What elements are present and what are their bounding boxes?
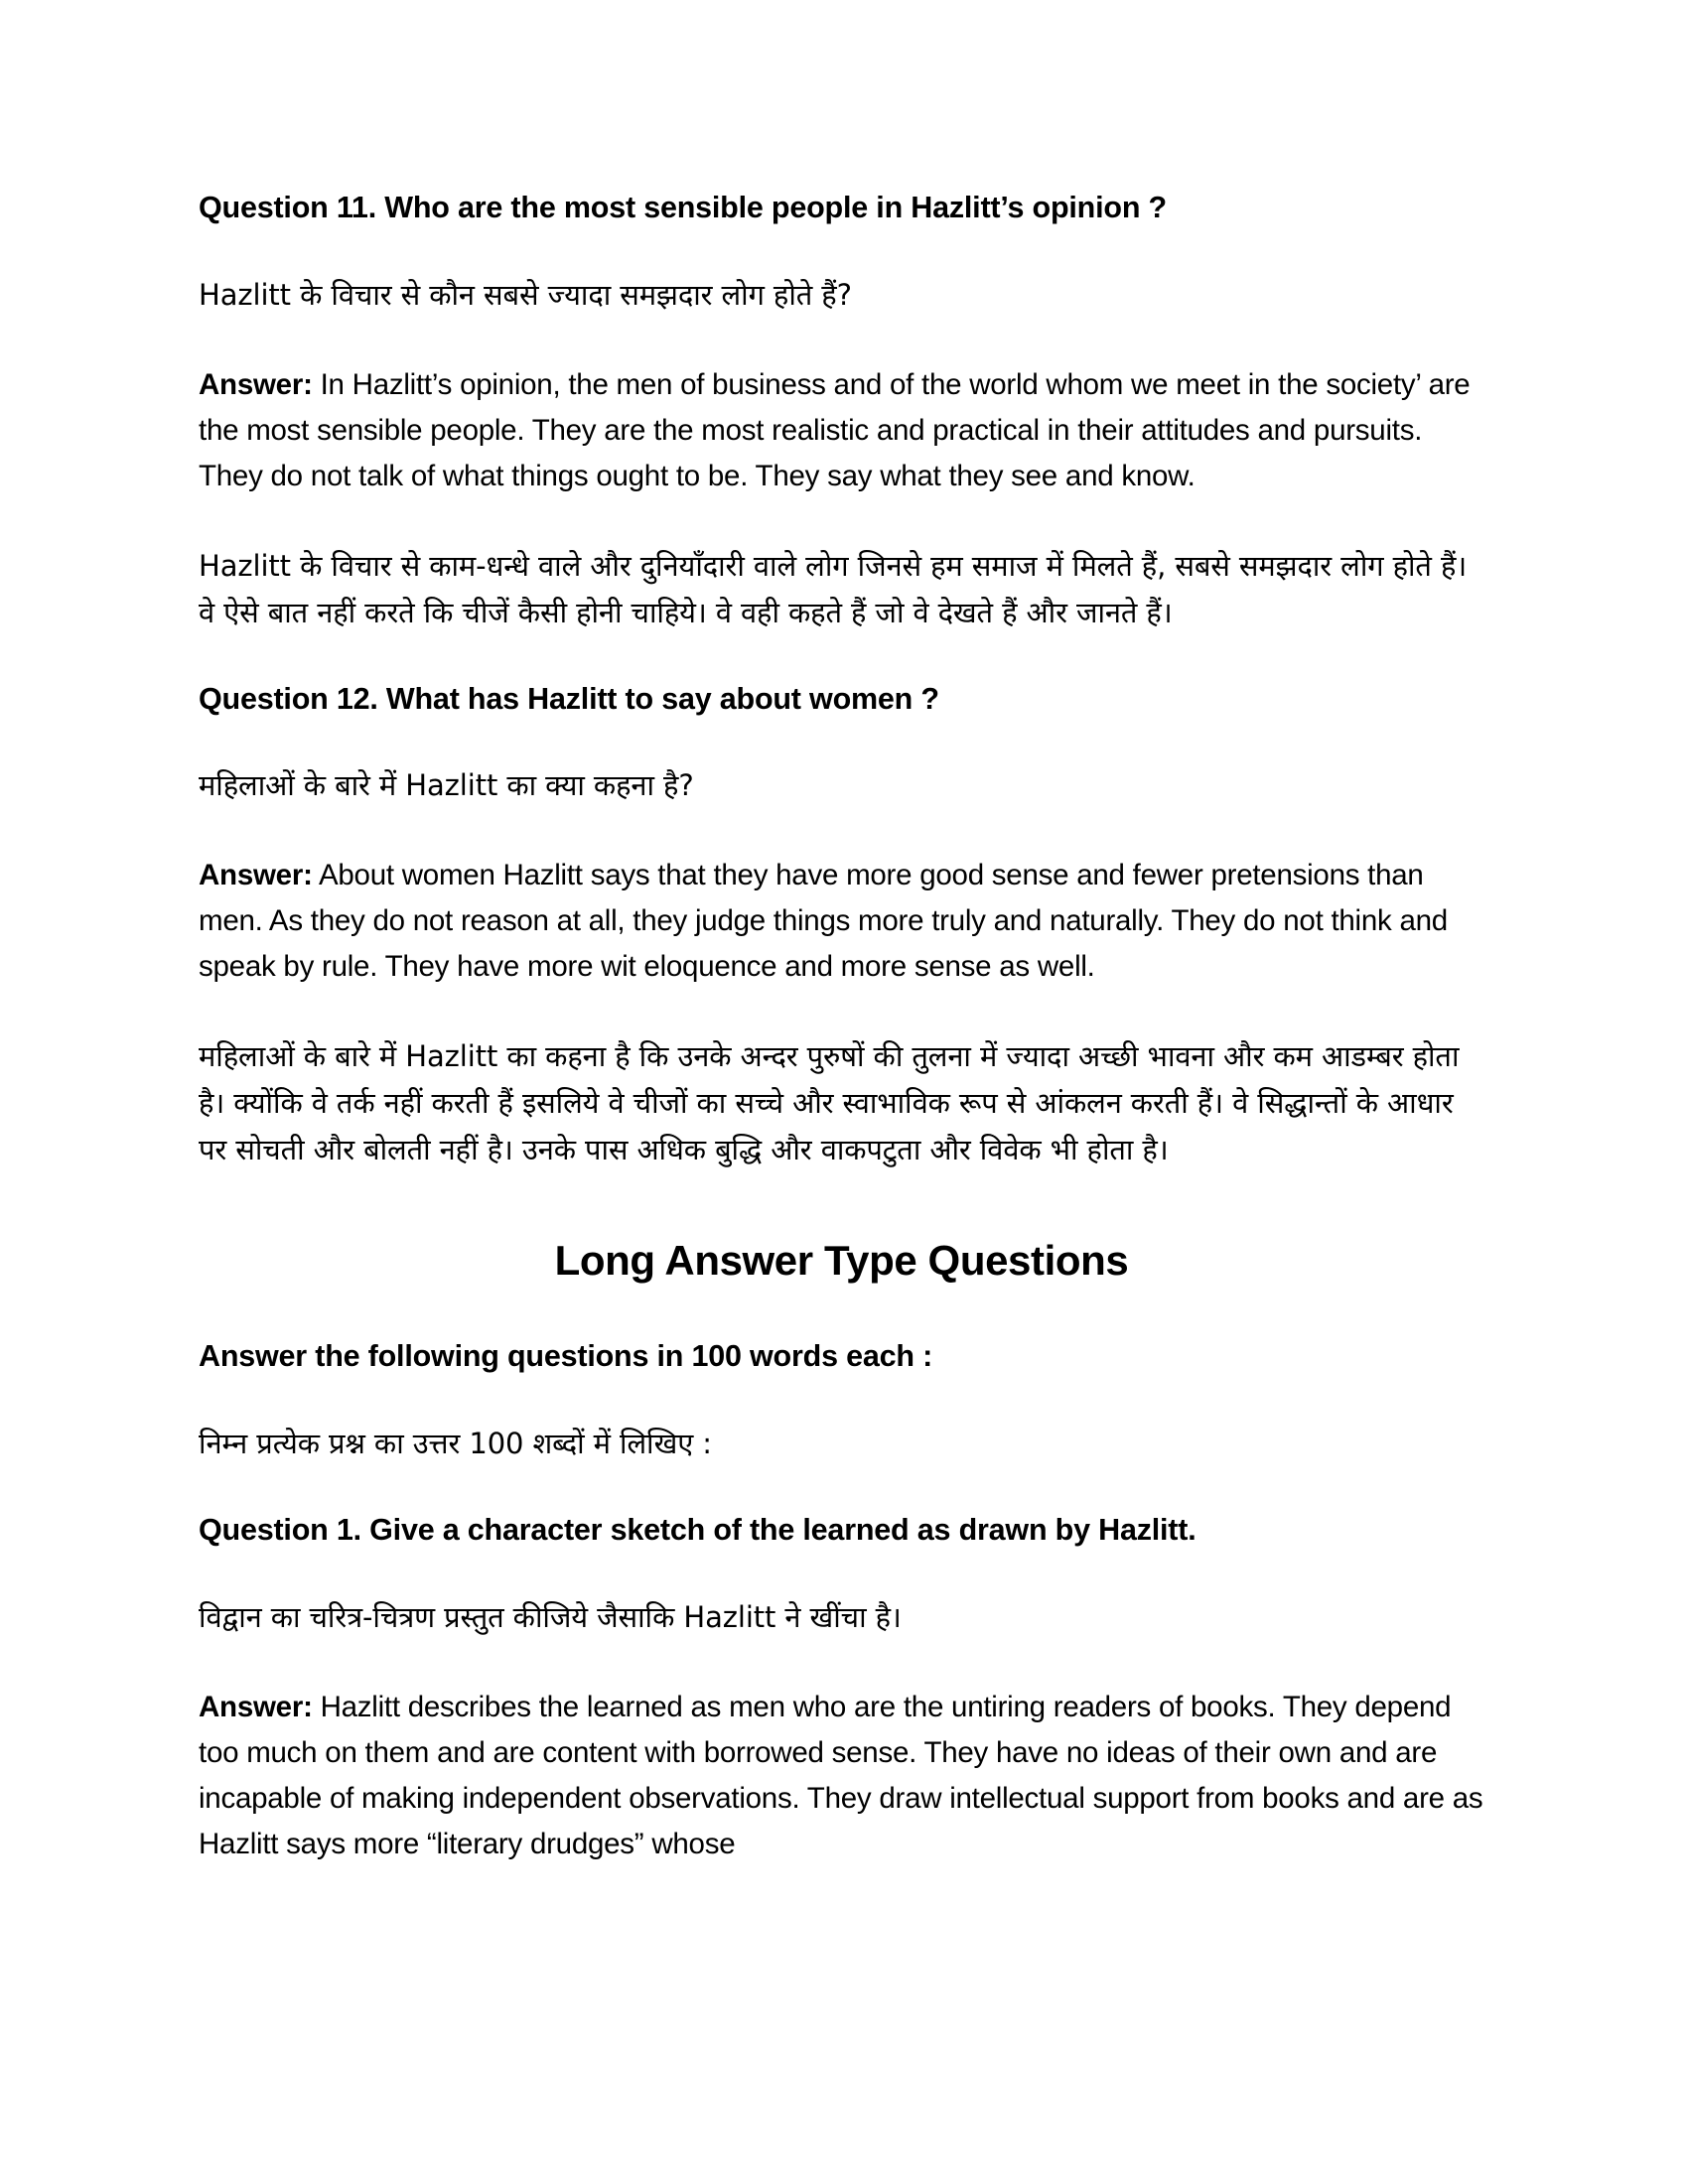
long-answer-section-title: Long Answer Type Questions	[554, 1237, 1129, 1285]
answer-label: Answer:	[199, 859, 313, 892]
long-question-1-hindi: विद्वान का चरित्र-चित्रण प्रस्तुत कीजिये जैसाकि Hazlitt ने खींचा है।	[199, 1599, 902, 1634]
answer-label: Answer:	[199, 1690, 313, 1723]
answer-12-english	[199, 853, 1484, 990]
answer-11-english	[199, 362, 1484, 499]
long-answer-instruction-english: Answer the following questions in 100 words each :	[199, 1339, 933, 1374]
long-question-1-heading: Question 1. Give a character sketch of the learned as drawn by Hazlitt.	[199, 1513, 1196, 1547]
answer-11-text: In Hazlitt’s opinion, the men of business and of the world whom we meet in the society’ are the most sensible people. They are the most realistic and practical in their attitudes and pursuits. They do not talk of what things ought to be. They say what they see and know.	[199, 367, 1471, 492]
answer-11-hindi: Hazlitt के विचार से काम-धन्धे वाले और दुनियाँदारी वाले लोग जिनसे हम समाज में मिलते हैं, सबसे समझदार लोग होते हैं। वे ऐसे बात नहीं करते कि चीजें कैसी होनी चाहिये। वे वही कहते हैं जो वे देखते हैं और जानते हैं।	[199, 548, 1468, 629]
question-11-heading: Question 11. Who are the most sensible people in Hazlitt’s opinion ?	[199, 191, 1167, 224]
document-content	[199, 189, 1484, 1867]
answer-12-hindi: महिलाओं के बारे में Hazlitt का कहना है कि उनके अन्दर पुरुषों की तुलना में ज्यादा अच्छी भावना और कम आडम्बर होता है। क्योंकि वे तर्क नहीं करती हैं इसलिये वे चीजों का सच्चे और स्वाभाविक रूप से आंकलन करती हैं। वे सिद्धान्तों के आधार पर सोचती और बोलती नहीं है। उनके पास अधिक बुद्धि और वाकपटुता और विवेक भी होता है।	[199, 1039, 1460, 1167]
long-answer-1-english	[199, 1685, 1484, 1867]
long-answer-1-text: Hazlitt describes the learned as men who are the untiring readers of books. They depend too much on them and are content with borrowed sense. They have no ideas of their own and are incapable of making independent observations. They draw intellectual support from books and are as Hazlitt says more “literary drudges” whose	[199, 1690, 1483, 1860]
question-11-hindi: Hazlitt के विचार से कौन सबसे ज्यादा समझदार लोग होते हैं?	[199, 277, 852, 312]
answer-12-text: About women Hazlitt says that they have more good sense and fewer pretensions than men. As they do not reason at all, they judge things more truly and naturally. They do not think and speak by rule. They have more wit eloquence and more sense as well.	[199, 859, 1448, 984]
long-answer-instruction-hindi: निम्न प्रत्येक प्रश्न का उत्तर 100 शब्दों में लिखिए :	[199, 1427, 712, 1461]
question-12-heading: Question 12. What has Hazlitt to say about women ?	[199, 681, 939, 716]
answer-label: Answer:	[199, 367, 313, 401]
question-12-hindi: महिलाओं के बारे में Hazlitt का क्या कहना है?	[199, 768, 694, 803]
